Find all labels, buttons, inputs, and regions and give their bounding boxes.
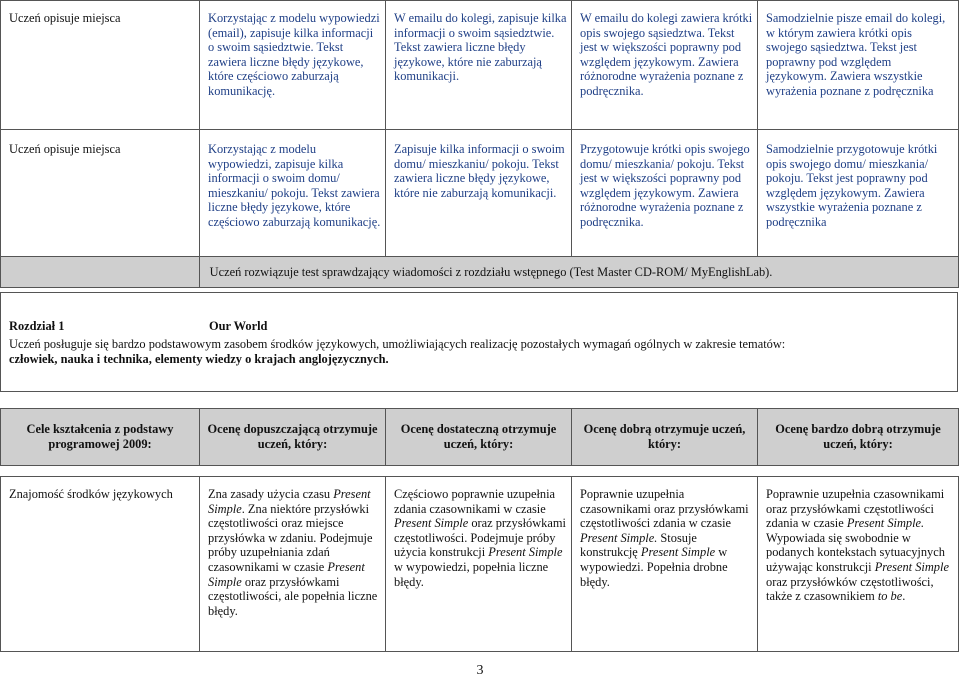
test-summary-cell (200, 257, 959, 288)
page-number: 3 (476, 663, 484, 678)
header-grade-2: Ocenę dopuszczającą otrzymuje uczeń, który: (200, 409, 386, 466)
chapter-title: Our World (209, 319, 268, 333)
header-grade-4: Ocenę dobrą otrzymuje uczeń, który: (572, 409, 758, 466)
table-cell: Przygotowuje krótki opis swojego domu/ mieszkania/ pokoju. Tekst jest w większości poprawny pod względem językowym. Zawiera różnorodne wyrażenia poznane z podręcznika. (572, 130, 758, 257)
table-cell: Samodzielnie przygotowuje krótki opis swojego domu/ mieszkania/ pokoju. Tekst jest poprawny pod względem językowym. Zawiera wszystkie wyrażenia poznane z podręcznika (758, 130, 959, 257)
grade-4-cell: Poprawnie uzupełnia czasownikami oraz przysłówkami częstotliwości zdania w czasie Present Simple. Stosuje konstrukcję Present Simple w wypowiedzi. Popełnia drobne błędy. (572, 477, 758, 652)
row-label: Uczeń opisuje miejsca (1, 1, 200, 130)
table-cell: Korzystając z modelu wypowiedzi, zapisuje kilka informacji o swoim domu/ mieszkaniu/ pokoju. Tekst zawiera liczne błędy językowe, które częściowo zaburzają komunikację. (200, 130, 386, 257)
table-row (1, 477, 959, 652)
table-cell: W emailu do kolegi, zapisuje kilka informacji o swoim sąsiedztwie. Tekst zawiera liczne błędy językowe, które nie zaburzają komunikacji. (386, 1, 572, 130)
chapter-box (0, 292, 958, 392)
chapter-topics: człowiek, nauka i technika, elementy wiedzy o krajach anglojęzycznych. (9, 351, 389, 366)
chapter-intro: Uczeń posługuje się bardzo podstawowym zasobem środków językowych, umożliwiających realizację pozostałych wymagań ogólnych w zakresie tematów: człowiek, nauka i technika, elementy wiedzy o krajach anglojęzycznych. (9, 337, 786, 366)
chapter-label: Rozdział 1 (9, 319, 65, 333)
top-criteria-table (0, 0, 959, 288)
header-grade-3: Ocenę dostateczną otrzymuje uczeń, który: (386, 409, 572, 466)
chapter-cell (1, 293, 958, 392)
grade-2-cell: Zna zasady użycia czasu Present Simple. Zna niektóre przysłówki częstotliwości oraz miejsce przysłówka w zdaniu. Podejmuje próby uzupełniania zdań czasownikami w czasie Present Simple oraz przysłówkami częstotliwości, ale popełnia liczne błędy. (200, 477, 386, 652)
row-label: Znajomość środków językowych (1, 477, 200, 652)
test-summary-text: Uczeń rozwiązuje test sprawdzający wiadomości z rozdziału wstępnego (Test Master CD-ROM/ MyEnglishLab). (209, 264, 773, 279)
table-cell: Samodzielnie pisze email do kolegi, w którym zawiera krótki opis swojego sąsiedztwa. Tekst jest poprawny pod względem językowym. Zawiera wszystkie wyrażenia poznane z podręcznika (758, 1, 959, 130)
header-grade-5: Ocenę bardzo dobrą otrzymuje uczeń, który: (758, 409, 959, 466)
spacer-row (1, 466, 959, 477)
table-header-row (1, 409, 959, 466)
grades-table (0, 408, 959, 652)
grade-5-cell: Poprawnie uzupełnia czasownikami oraz przysłówkami częstotliwości zdania w czasie Present Simple. Wypowiada się swobodnie w podanych kontekstach sytuacyjnych używając konstrukcji Present Simple oraz przysłówków częstotliwości, także z czasownikiem to be. (758, 477, 959, 652)
table-row (1, 1, 959, 130)
table-cell: W emailu do kolegi zawiera krótki opis swojego sąsiedztwa. Tekst jest w większości poprawny pod względem językowym. Zawiera różnorodne wyrażenia poznane z podręcznika. (572, 1, 758, 130)
grade-3-cell: Częściowo poprawnie uzupełnia zdania czasownikami w czasie Present Simple oraz przysłówkami częstotliwości. Podejmuje próby użycia konstrukcji Present Simple w wypowiedzi, popełnia liczne błędy. (386, 477, 572, 652)
table-row (1, 257, 959, 288)
table-cell: Korzystając z modelu wypowiedzi (email), zapisuje kilka informacji o swoim sąsiedztwie. Tekst zawiera liczne błędy językowe, które częściowo zaburzają komunikację. (200, 1, 386, 130)
header-goals: Cele kształcenia z podstawy programowej 2009: (1, 409, 200, 466)
table-row (1, 130, 959, 257)
row-label: Uczeń opisuje miejsca (1, 130, 200, 257)
table-cell: Zapisuje kilka informacji o swoim domu/ mieszkaniu/ pokoju. Tekst zawiera liczne błędy językowe, które nie zaburzają komunikacji. (386, 130, 572, 257)
table-row (1, 293, 958, 392)
spacer-cell (1, 257, 200, 288)
